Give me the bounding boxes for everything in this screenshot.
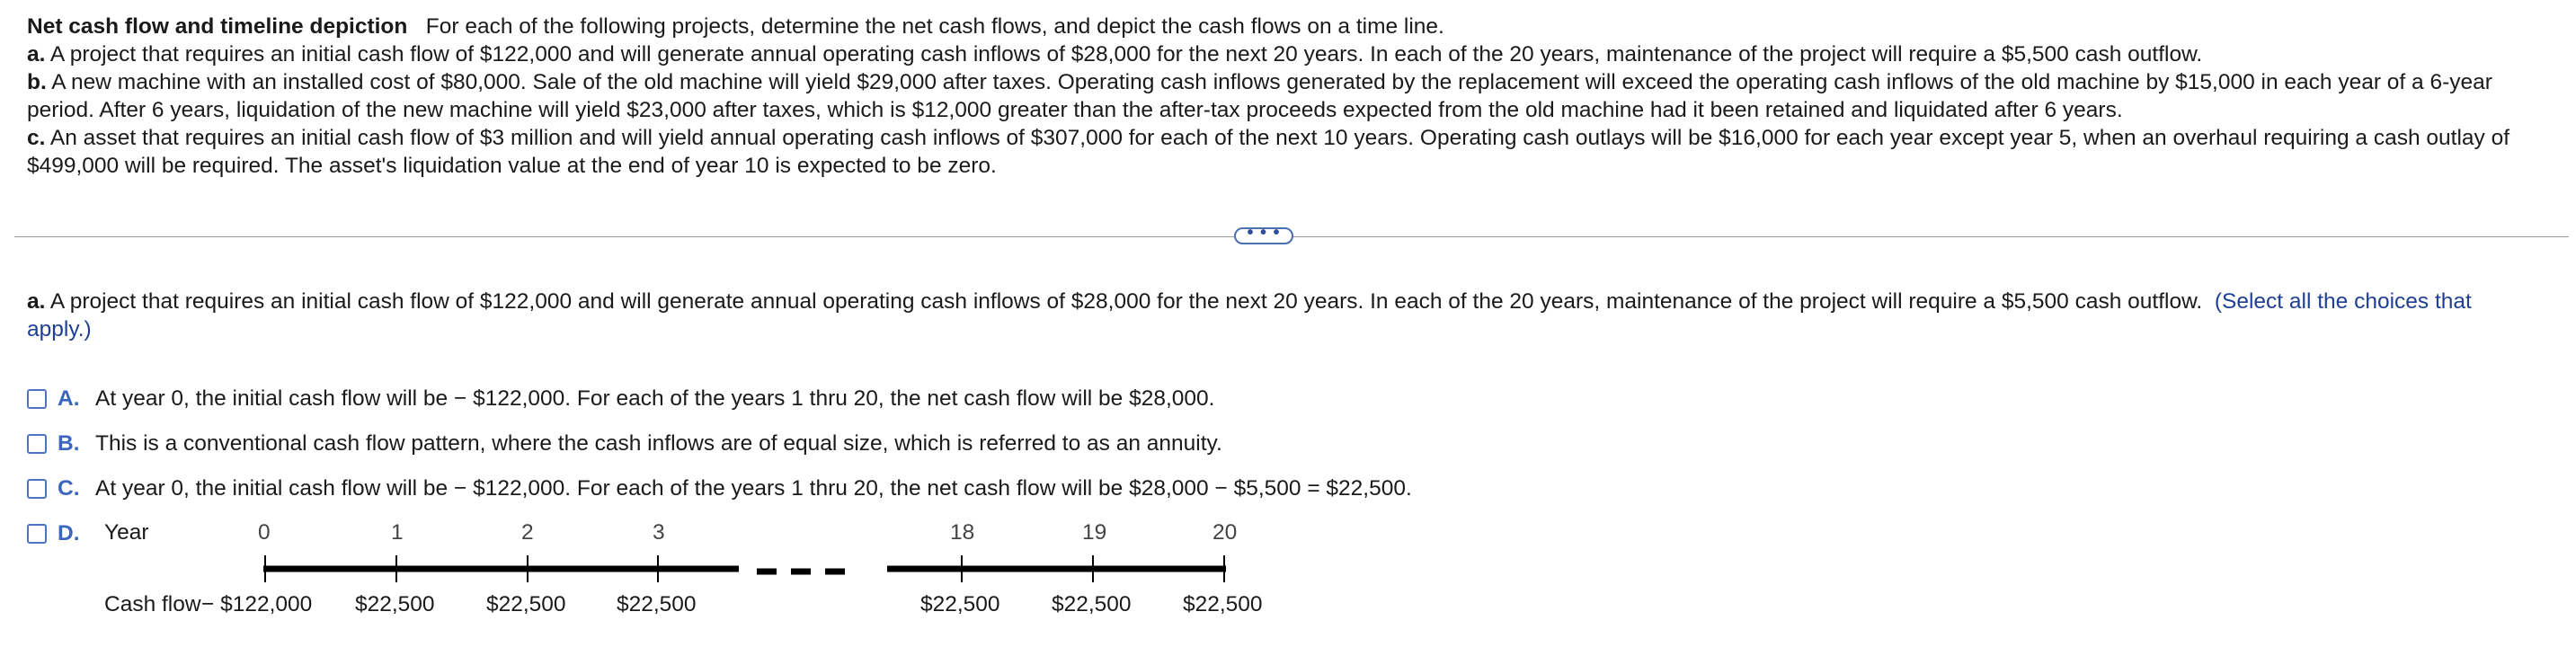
timeline-year: 3 <box>653 520 665 545</box>
choice-text: This is a conventional cash flow pattern, where the cash inflows are of equal size, which is referred to as an annuity. <box>95 431 1222 456</box>
timeline-cash-flow: $22,500 <box>355 592 435 616</box>
timeline-cash-flow: − $122,000 <box>201 592 313 616</box>
problem-item-c: c. An asset that requires an initial cash flow of $3 million and will yield annual operating cash inflows of $307,000 for each of the next 10 years. Operating cash outlays will be $16,000 for each year except year 5, when an overhaul requiring a cash outlay of $499,000 will be required. The asset's liquidation value at the end of year 10 is expected to be zero. <box>27 126 2509 178</box>
timeline-year: 0 <box>258 520 271 545</box>
timeline-year: 1 <box>391 520 404 545</box>
choice-letter: C. <box>58 476 80 501</box>
ellipsis-icon: • • • <box>1247 223 1281 243</box>
timeline-cash-flow-label: Cash flow <box>104 592 201 616</box>
timeline-year: 19 <box>1082 520 1107 545</box>
timeline-cash-flow: $22,500 <box>1052 592 1132 616</box>
timeline-cash-flow: $22,500 <box>920 592 1000 616</box>
question-body: A project that requires an initial cash flow of $122,000 and will generate annual operating cash inflows of $28,000 for the next 20 years. In each of the 20 years, maintenance of the project will require a $5,500 cash outflow. <box>49 289 2203 314</box>
choice-text: At year 0, the initial cash flow will be − $122,000. For each of the years 1 thru 20, the net cash flow will be $28,000. <box>95 386 1215 411</box>
timeline-year-label: Year <box>104 520 149 545</box>
question-label: a. <box>27 289 46 314</box>
timeline-year: 20 <box>1212 520 1238 545</box>
timeline-cash-flow: $22,500 <box>617 592 697 616</box>
choice-letter: D. <box>58 521 80 545</box>
timeline-cash-flow: $22,500 <box>1183 592 1263 616</box>
problem-title: Net cash flow and timeline depiction <box>27 14 408 39</box>
problem-item-b: b. A new machine with an installed cost of $80,000. Sale of the old machine will yield $29,000 after taxes. Operating cash inflows generated by the replacement will exceed the operating cash inflows of the old machine by $15,000 in each year of a 6-year period. After 6 years, liquidation of the new machine will yield $23,000 after taxes, which is $12,000 greater than the after-tax proceeds expected from the old machine had it been retained and liquidated after 6 years. <box>27 70 2492 122</box>
choice-letter: A. <box>58 386 80 411</box>
question-instruction: (Select all the choices that apply.) <box>27 289 2472 341</box>
timeline-cash-flow: $22,500 <box>486 592 566 616</box>
choice-text: At year 0, the initial cash flow will be − $122,000. For each of the years 1 thru 20, the net cash flow will be $28,000 − $5,500 = $22,500. <box>95 476 1412 501</box>
timeline-year: 18 <box>950 520 975 545</box>
problem-item-a: a. A project that requires an initial cash flow of $122,000 and will generate annual operating cash inflows of $28,000 for the next 20 years. In each of the 20 years, maintenance of the project will require a $5,500 cash outflow. <box>27 42 2203 66</box>
problem-intro: For each of the following projects, determine the net cash flows, and depict the cash flows on a time line. <box>425 14 1444 39</box>
choice-letter: B. <box>58 431 80 456</box>
timeline-year: 2 <box>521 520 534 545</box>
